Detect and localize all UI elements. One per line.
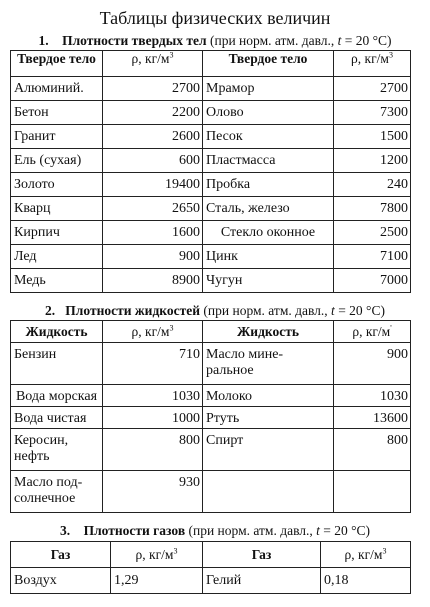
density-value: 0,18 <box>321 568 411 594</box>
gas-name: Гелий <box>203 568 321 594</box>
density-value: 1030 <box>103 385 203 407</box>
material-name: Золото <box>11 173 103 197</box>
section-2-conditions: (при норм. атм. давл., <box>200 303 332 318</box>
table-row <box>11 245 411 269</box>
section-3-t: t <box>316 523 320 538</box>
solids-header-name-2: Твердое тело <box>203 51 334 77</box>
density-value: 900 <box>334 343 411 385</box>
density-value: 8900 <box>103 269 203 293</box>
gases-header-unit-2: ρ, $кг/м^3$ <box>321 542 411 568</box>
density-value: 1600 <box>103 221 203 245</box>
density-value: 240 <box>334 173 411 197</box>
liquid-name <box>203 471 334 513</box>
density-value: 2700 <box>334 77 411 101</box>
section-2-temp: = 20 °C) <box>334 303 385 318</box>
section-1-heading <box>0 33 430 49</box>
section-3-heading <box>0 523 430 539</box>
density-value: 1030 <box>334 385 411 407</box>
liquid-name: Бензин <box>11 343 103 385</box>
density-value: 1200 <box>334 149 411 173</box>
table-row <box>11 173 411 197</box>
liquid-name: Ртуть <box>203 407 334 429</box>
density-value: 600 <box>103 149 203 173</box>
section-1-temp: = 20 °C) <box>341 33 392 48</box>
material-name: Кварц <box>11 197 103 221</box>
gases-header-name-2: Газ <box>203 542 321 568</box>
liquid-name: Керосин, нефть <box>11 429 103 471</box>
density-value: 19400 <box>103 173 203 197</box>
page-title: Таблицы физических величин <box>99 8 331 28</box>
table-row <box>11 125 411 149</box>
solids-header-row <box>11 51 411 77</box>
liquid-name: Вода чистая <box>11 407 103 429</box>
liquid-name: Молоко <box>203 385 334 407</box>
density-value: 800 <box>334 429 411 471</box>
gases-header-unit-1: ρ, $кг/м^3$ <box>111 542 203 568</box>
material-name: Стекло оконное <box>203 221 334 245</box>
material-name: Бетон <box>11 101 103 125</box>
solids-table <box>10 50 411 293</box>
liquids-header-unit-1: ρ, $кг/м^3$ <box>103 321 203 343</box>
table-row <box>11 269 411 293</box>
table-row <box>11 385 411 407</box>
gas-name: Воздух <box>11 568 111 594</box>
material-name: Алюминий. <box>11 77 103 101</box>
table-row <box>11 149 411 173</box>
table-row <box>11 197 411 221</box>
liquids-header-name-2: Жидкость <box>203 321 334 343</box>
solids-header-name-1: Твердое тело <box>11 51 103 77</box>
material-name: Пробка <box>203 173 334 197</box>
density-value: 2650 <box>103 197 203 221</box>
material-name: Ель (сухая) <box>11 149 103 173</box>
density-value: 710 <box>103 343 203 385</box>
liquid-name: Спирт <box>203 429 334 471</box>
density-value: 2600 <box>103 125 203 149</box>
density-value: 930 <box>103 471 203 513</box>
density-value: 2500 <box>334 221 411 245</box>
solids-header-unit-1: ρ, $кг/м^3$ <box>103 51 203 77</box>
liquids-header-row <box>11 321 411 343</box>
liquid-name: Вода морская <box>11 385 103 407</box>
gases-header-name-1: Газ <box>11 542 111 568</box>
density-value: 7000 <box>334 269 411 293</box>
density-value: 7800 <box>334 197 411 221</box>
table-row <box>11 343 411 385</box>
section-1-conditions: (при норм. атм. давл., <box>206 33 338 48</box>
table-row <box>11 221 411 245</box>
table-row <box>11 407 411 429</box>
material-name: Чугун <box>203 269 334 293</box>
section-2-title: Плотности жидкостей <box>65 303 201 318</box>
liquid-name: Масло под- солнечное <box>11 471 103 513</box>
section-2-number: 2. <box>45 303 56 318</box>
density-value: 13600 <box>334 407 411 429</box>
section-2-heading <box>0 303 430 319</box>
gases-header-row <box>11 542 411 568</box>
section-1-t: t <box>337 33 342 48</box>
material-name: Лед <box>11 245 103 269</box>
density-value: 7300 <box>334 101 411 125</box>
density-value: 1500 <box>334 125 411 149</box>
liquids-table <box>10 320 411 513</box>
table-row <box>11 471 411 513</box>
material-name: Мрамор <box>203 77 334 101</box>
density-value: 2700 <box>103 77 203 101</box>
material-name: Медь <box>11 269 103 293</box>
material-name: Сталь, железо <box>203 197 334 221</box>
material-name: Песок <box>203 125 334 149</box>
material-name: Пластмасса <box>203 149 334 173</box>
solids-header-unit-2: ρ, $кг/м^3$ <box>334 51 411 77</box>
section-3-title: Плотности газов <box>83 523 186 538</box>
section-3-temp: = 20 °C) <box>319 523 371 538</box>
liquids-header-unit-2: ρ, кг/м' <box>334 321 411 343</box>
table-row <box>11 429 411 471</box>
table-row <box>11 101 411 125</box>
liquid-name: Масло мине- ральное <box>203 343 334 385</box>
material-name: Олово <box>203 101 334 125</box>
section-2-t: t <box>331 303 335 318</box>
density-value: 900 <box>103 245 203 269</box>
section-1-number: 1. <box>38 33 49 48</box>
density-value <box>334 471 411 513</box>
table-row <box>11 568 411 594</box>
table-row <box>11 77 411 101</box>
section-1-title: Плотности твердых тел <box>62 33 207 48</box>
material-name: Гранит <box>11 125 103 149</box>
section-3-number: 3. <box>59 523 71 538</box>
gases-table <box>10 541 411 594</box>
density-value: 1,29 <box>111 568 203 594</box>
density-value: 1000 <box>103 407 203 429</box>
section-3-conditions: (при норм. атм. давл., <box>185 523 317 538</box>
liquids-header-name-1: Жидкость <box>11 321 103 343</box>
density-value: 2200 <box>103 101 203 125</box>
density-value: 800 <box>103 429 203 471</box>
material-name: Кирпич <box>11 221 103 245</box>
density-value: 7100 <box>334 245 411 269</box>
material-name: Цинк <box>203 245 334 269</box>
